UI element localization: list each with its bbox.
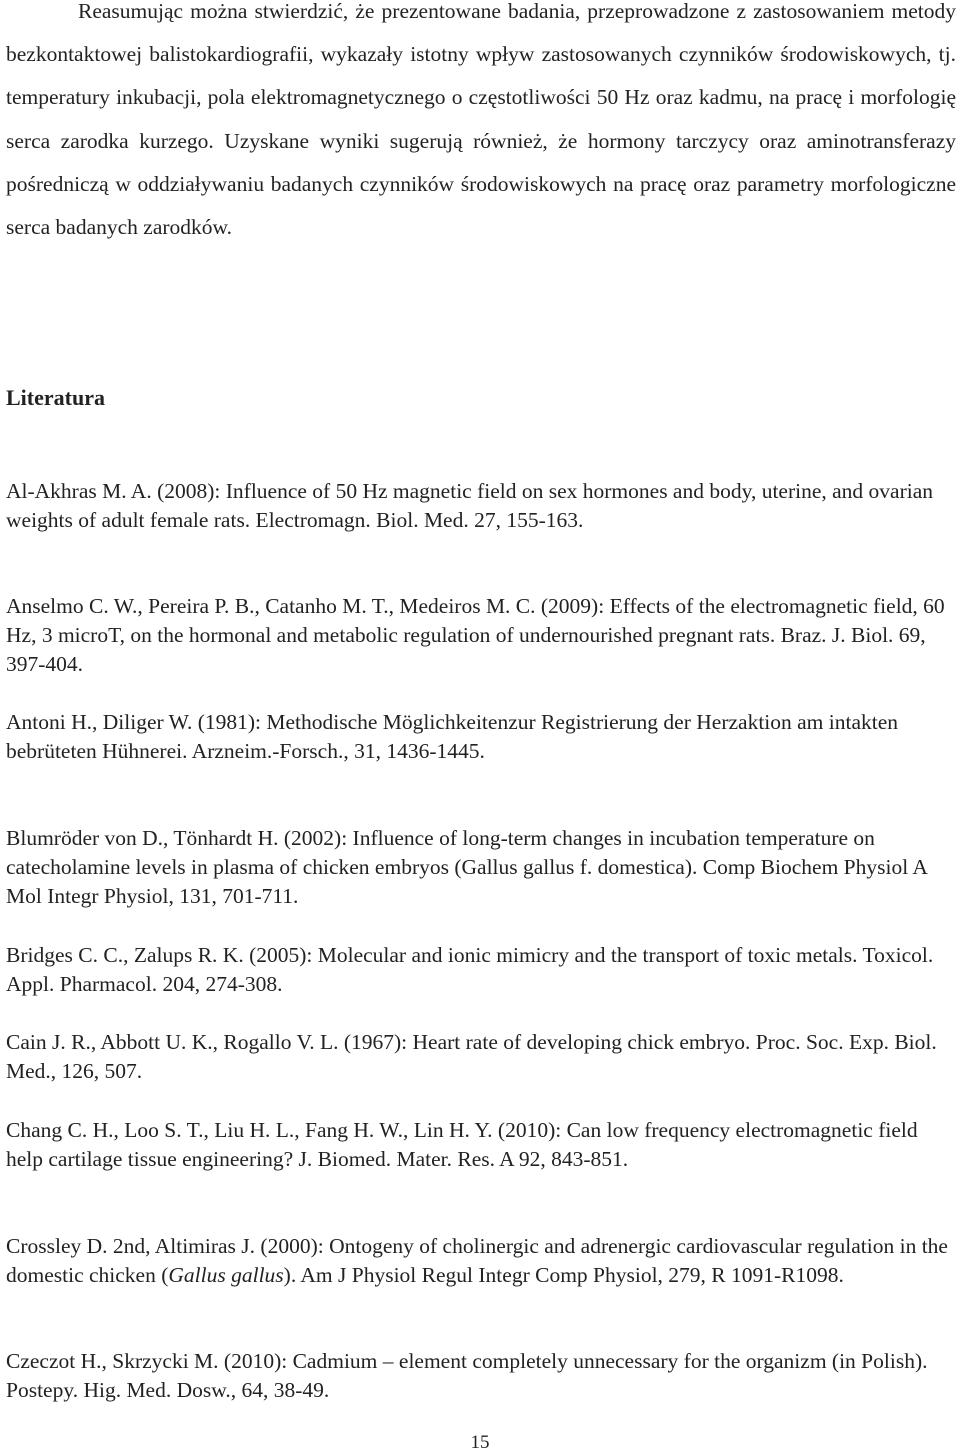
summary-paragraph: [6, 0, 956, 249]
reference-text: ). Am J Physiol Regul Integr Comp Physiol, 279, R 1091-R1098.: [283, 1263, 844, 1288]
reference-item: [6, 1232, 951, 1290]
reference-item: Chang C. H., Loo S. T., Liu H. L., Fang H. W., Lin H. Y. (2010): Can low frequency electromagnetic field help cartilage tissue engineering? J. Biomed. Mater. Res. A 92, 843-851.: [6, 1118, 918, 1172]
reference-text: Crossley D. 2nd, Altimiras J. (2000): Ontogeny of cholinergic and adrenergic cardiovascular regulation in the domestic chicken (: [6, 1234, 948, 1288]
reference-item: Antoni H., Diliger W. (1981): Methodische Möglichkeitenzur Registrierung der Herzaktion am intakten bebrüteten Hühnerei. Arzneim.-Forsch., 31, 1436-1445.: [6, 710, 899, 764]
reference-item: Blumröder von D., Tönhardt H. (2002): Influence of long-term changes in incubation temperature on catecholamine levels in plasma of chicken embryos (Gallus gallus f. domestica). Comp Biochem Physiol A Mol Integr Physiol, 131, 701-711.: [6, 826, 927, 909]
literature-heading: Literatura: [6, 385, 105, 410]
reference-item: Bridges C. C., Zalups R. K. (2005): Molecular and ionic mimicry and the transport of toxic metals. Toxicol. Appl. Pharmacol. 204, 274-308.: [6, 943, 934, 997]
reference-item: Czeczot H., Skrzycki M. (2010): Cadmium – element completely unnecessary for the organizm (in Polish). Postepy. Hig. Med. Dosw., 64, 38-49.: [6, 1349, 928, 1403]
summary-text: Reasumując można stwierdzić, że prezentowane badania, przeprowadzone z zastosowaniem metody bezkontaktowej balistokardiografii, wykazały istotny wpływ zastosowanych czynników środowiskowych, tj. temperatury inkubacji, pola elektromagnetycznego o częstotliwości 50 Hz oraz kadmu, na pracę i morfologię serca zarodka kurzego. Uzyskane wyniki sugerują również, że hormony tarczycy oraz aminotransferazy pośredniczą w oddziaływaniu badanych czynników środowiskowych na pracę oraz parametry morfologiczne serca badanych zarodków.: [6, 0, 956, 240]
reference-item: Anselmo C. W., Pereira P. B., Catanho M. T., Medeiros M. C. (2009): Effects of the electromagnetic field, 60 Hz, 3 microT, on the hormonal and metabolic regulation of undernourished pregnant rats. Braz. J. Biol. 69, 397-404.: [6, 594, 945, 677]
page-number: 15: [470, 1432, 490, 1453]
reference-item: Cain J. R., Abbott U. K., Rogallo V. L. (1967): Heart rate of developing chick embryo. Proc. Soc. Exp. Biol. Med., 126, 507.: [6, 1030, 937, 1084]
species-name: Gallus gallus: [168, 1263, 284, 1288]
reference-item: Al-Akhras M. A. (2008): Influence of 50 Hz magnetic field on sex hormones and body, uterine, and ovarian weights of adult female rats. Electromagn. Biol. Med. 27, 155-163.: [6, 479, 934, 533]
